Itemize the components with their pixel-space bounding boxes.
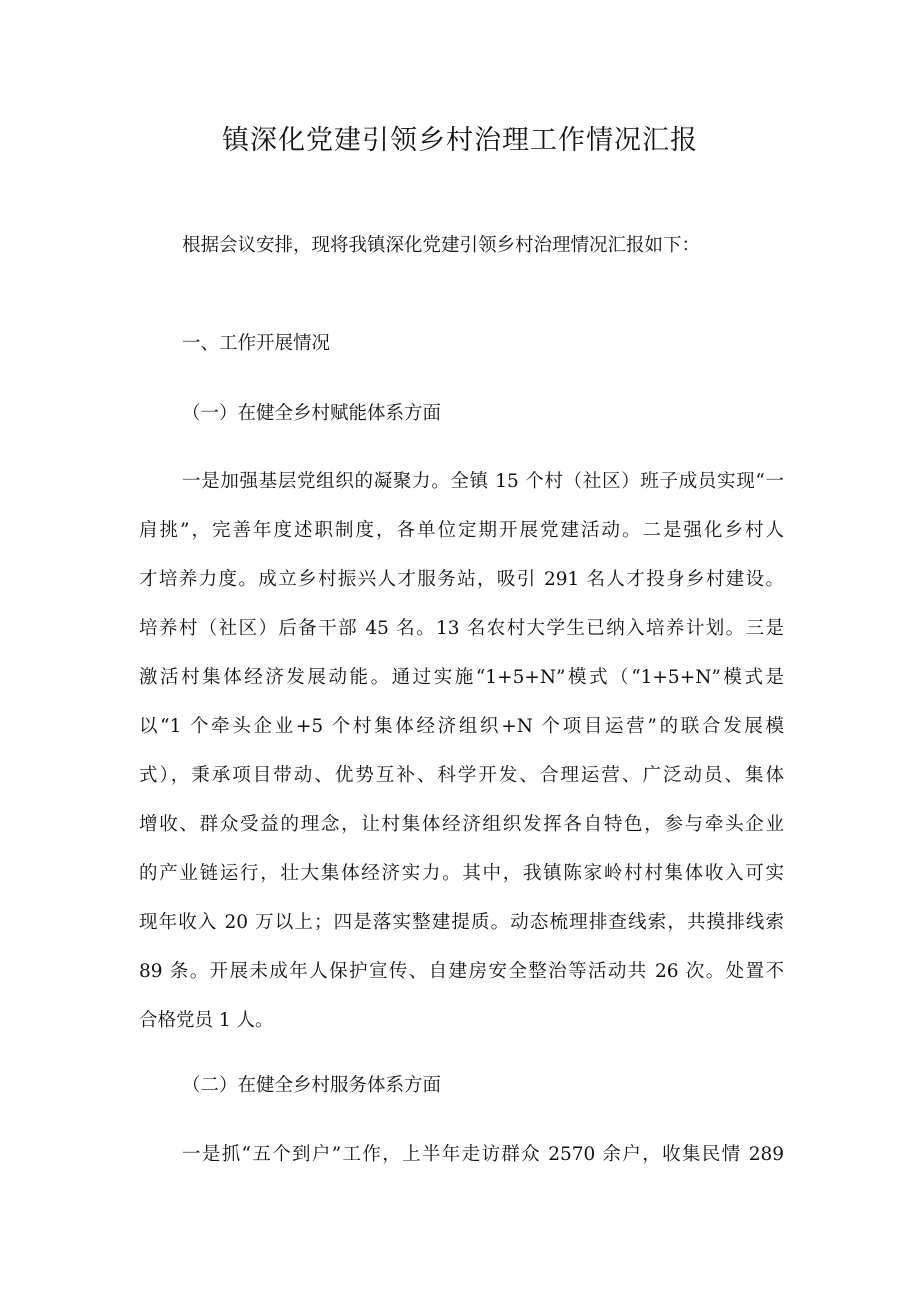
paragraph-line: 一是加强基层党组织的凝聚力。全镇 15 个村（社区）班子成员实现“一 (182, 471, 784, 492)
paragraph-line: 合格党员 1 人。 (139, 1010, 274, 1031)
subsection-2-heading: （二）在健全乡村服务体系方面 (182, 1075, 442, 1096)
paragraph-line: 一是抓“五个到户”工作，上半年走访群众 2570 余户，收集民情 289 (182, 1144, 784, 1165)
paragraph-line: 培养村（社区）后备干部 45 名。13 名农村大学生已纳入培养计划。三是 (139, 618, 784, 639)
paragraph-line: 肩挑”，完善年度述职制度，各单位定期开展党建活动。二是强化乡村人 (139, 520, 784, 541)
paragraph-line: 以“1 个牵头企业+5 个村集体经济组织+N 个项目运营”的联合发展模 (139, 716, 784, 737)
paragraph-line: 增收、群众受益的理念，让村集体经济组织发挥各自特色，参与牵头企业 (139, 814, 784, 835)
document-title: 镇深化党建引领乡村治理工作情况汇报 (222, 125, 698, 156)
paragraph-line: 的产业链运行，壮大集体经济实力。其中，我镇陈家岭村村集体收入可实 (139, 863, 784, 884)
section-1-heading: 一、工作开展情况 (182, 333, 331, 354)
paragraph-line: 激活村集体经济发展动能。通过实施“1+5+N”模式（“1+5+N”模式是 (139, 667, 784, 688)
paragraph-line: 89 条。开展未成年人保护宣传、自建房安全整治等活动共 26 次。处置不 (139, 961, 784, 982)
intro-paragraph: 根据会议安排，现将我镇深化党建引领乡村治理情况汇报如下： (182, 235, 701, 256)
paragraph-line: 式），秉承项目带动、优势互补、科学开发、合理运营、广泛动员、集体 (139, 765, 784, 786)
subsection-1-heading: （一）在健全乡村赋能体系方面 (182, 403, 442, 424)
paragraph-line: 现年收入 20 万以上；四是落实整建提质。动态梳理排查线索，共摸排线索 (139, 912, 784, 933)
paragraph-line: 才培养力度。成立乡村振兴人才服务站，吸引 291 名人才投身乡村建设。 (139, 569, 784, 590)
